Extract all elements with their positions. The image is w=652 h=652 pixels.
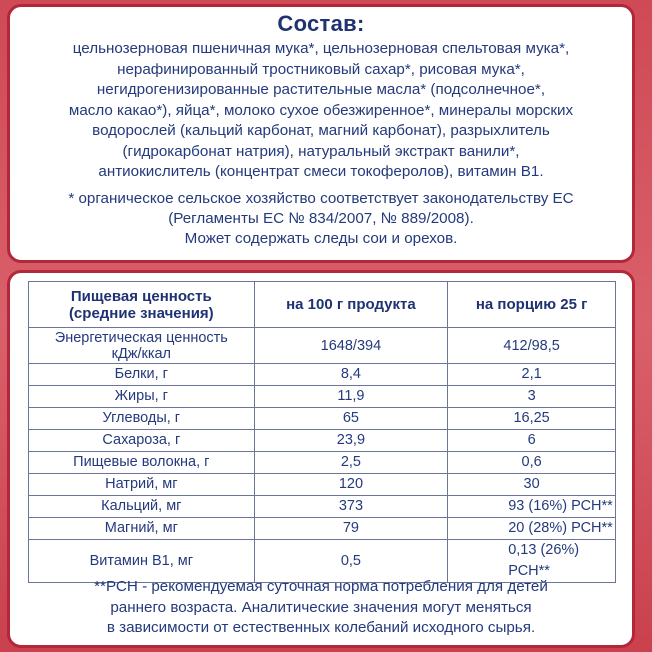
composition-note-line: Может содержать следы сои и орехов. <box>184 229 458 247</box>
composition-line: цельнозерновая пшеничная мука*, цельнозерновая спельтовая мука*, <box>72 40 570 57</box>
value-per-100g: 11,9 <box>254 386 448 408</box>
composition-line: нерафинированный тростниковый сахар*, рисовая мука*, <box>117 60 525 78</box>
value-per-portion: 30 <box>448 474 616 496</box>
composition-note-line: (Регламенты ЕС № 834/2007, № 889/2008). <box>168 209 474 227</box>
nutrition-panel <box>7 270 635 648</box>
nutrient-name: Белки, г <box>29 364 255 386</box>
header-per-100g: на 100 г продукта <box>254 282 448 328</box>
footnote-line: в зависимости от естественных колебаний исходного сырья. <box>106 619 536 636</box>
composition-line: масло какао*), яйца*, молоко сухое обезжиренное*, минералы морских <box>68 101 574 119</box>
nutrient-name: Углеводы, г <box>29 408 255 430</box>
composition-line: (гидрокарбонат натрия), натуральный экстракт ванили*, <box>122 142 520 160</box>
nutrient-name <box>29 328 255 364</box>
value-per-portion: 412/98,5 <box>448 328 616 364</box>
table-row <box>29 496 616 518</box>
value-per-portion: 6 <box>448 430 616 452</box>
value-per-100g: 8,4 <box>254 364 448 386</box>
header-nutrient-line2: (средние значения) <box>68 304 214 322</box>
value-per-100g: 0,5 <box>254 540 448 583</box>
composition-text <box>14 39 628 183</box>
nutrient-name: Жиры, г <box>29 386 255 408</box>
composition-note-line: * органическое сельское хозяйство соответствует законодательству ЕС <box>68 189 574 207</box>
composition-line: водорослей (кальций карбонат, магний карбонат), разрыхлитель <box>92 122 550 139</box>
header-nutrient <box>29 282 255 328</box>
table-row <box>29 430 616 452</box>
nutrient-name-line2: кДж/ккал <box>111 345 172 362</box>
nutrition-table <box>28 281 616 583</box>
value-per-100g: 23,9 <box>254 430 448 452</box>
header-nutrient-line1: Пищевая ценность <box>70 287 212 305</box>
value-per-portion: 20 (28%) РСН** <box>448 518 616 540</box>
composition-line: негидрогенизированные растительные масла* (подсолнечное*, <box>96 81 546 98</box>
value-per-portion: 93 (16%) РСН** <box>448 496 616 518</box>
table-header-row <box>29 282 616 328</box>
value-per-100g: 373 <box>254 496 448 518</box>
nutrition-footnote <box>18 577 624 639</box>
header-per-portion: на порцию 25 г <box>448 282 616 328</box>
table-row <box>29 474 616 496</box>
nutrient-name: Сахароза, г <box>29 430 255 452</box>
table-row <box>29 452 616 474</box>
composition-title: Состав: <box>277 11 365 36</box>
table-row <box>29 408 616 430</box>
table-row-energy <box>29 328 616 364</box>
value-per-100g: 79 <box>254 518 448 540</box>
table-row <box>29 364 616 386</box>
footnote-line: раннего возраста. Аналитические значения могут меняться <box>110 598 532 616</box>
nutrient-name: Кальций, мг <box>29 496 255 518</box>
composition-notes <box>16 189 626 249</box>
table-row <box>29 386 616 408</box>
value-per-portion: 3 <box>448 386 616 408</box>
composition-line: антиокислитель (концентрат смеси токоферолов), витамин В1. <box>98 163 544 180</box>
nutrient-name-line1: Энергетическая ценность <box>54 329 228 346</box>
value-per-portion: 0,13 (26%) РСН** <box>448 540 616 583</box>
value-per-portion: 2,1 <box>448 364 616 386</box>
nutrient-name: Витамин В1, мг <box>29 540 255 583</box>
table-row <box>29 518 616 540</box>
value-per-100g: 1648/394 <box>254 328 448 364</box>
value-per-100g: 2,5 <box>254 452 448 474</box>
nutrient-name: Магний, мг <box>29 518 255 540</box>
nutrient-name: Натрий, мг <box>29 474 255 496</box>
value-per-portion: 16,25 <box>448 408 616 430</box>
composition-panel <box>7 4 635 263</box>
value-per-portion: 0,6 <box>448 452 616 474</box>
value-per-100g: 65 <box>254 408 448 430</box>
nutrient-name: Пищевые волокна, г <box>29 452 255 474</box>
value-per-100g: 120 <box>254 474 448 496</box>
footnote-line: **РСН - рекомендуемая суточная норма потребления для детей <box>94 578 548 595</box>
